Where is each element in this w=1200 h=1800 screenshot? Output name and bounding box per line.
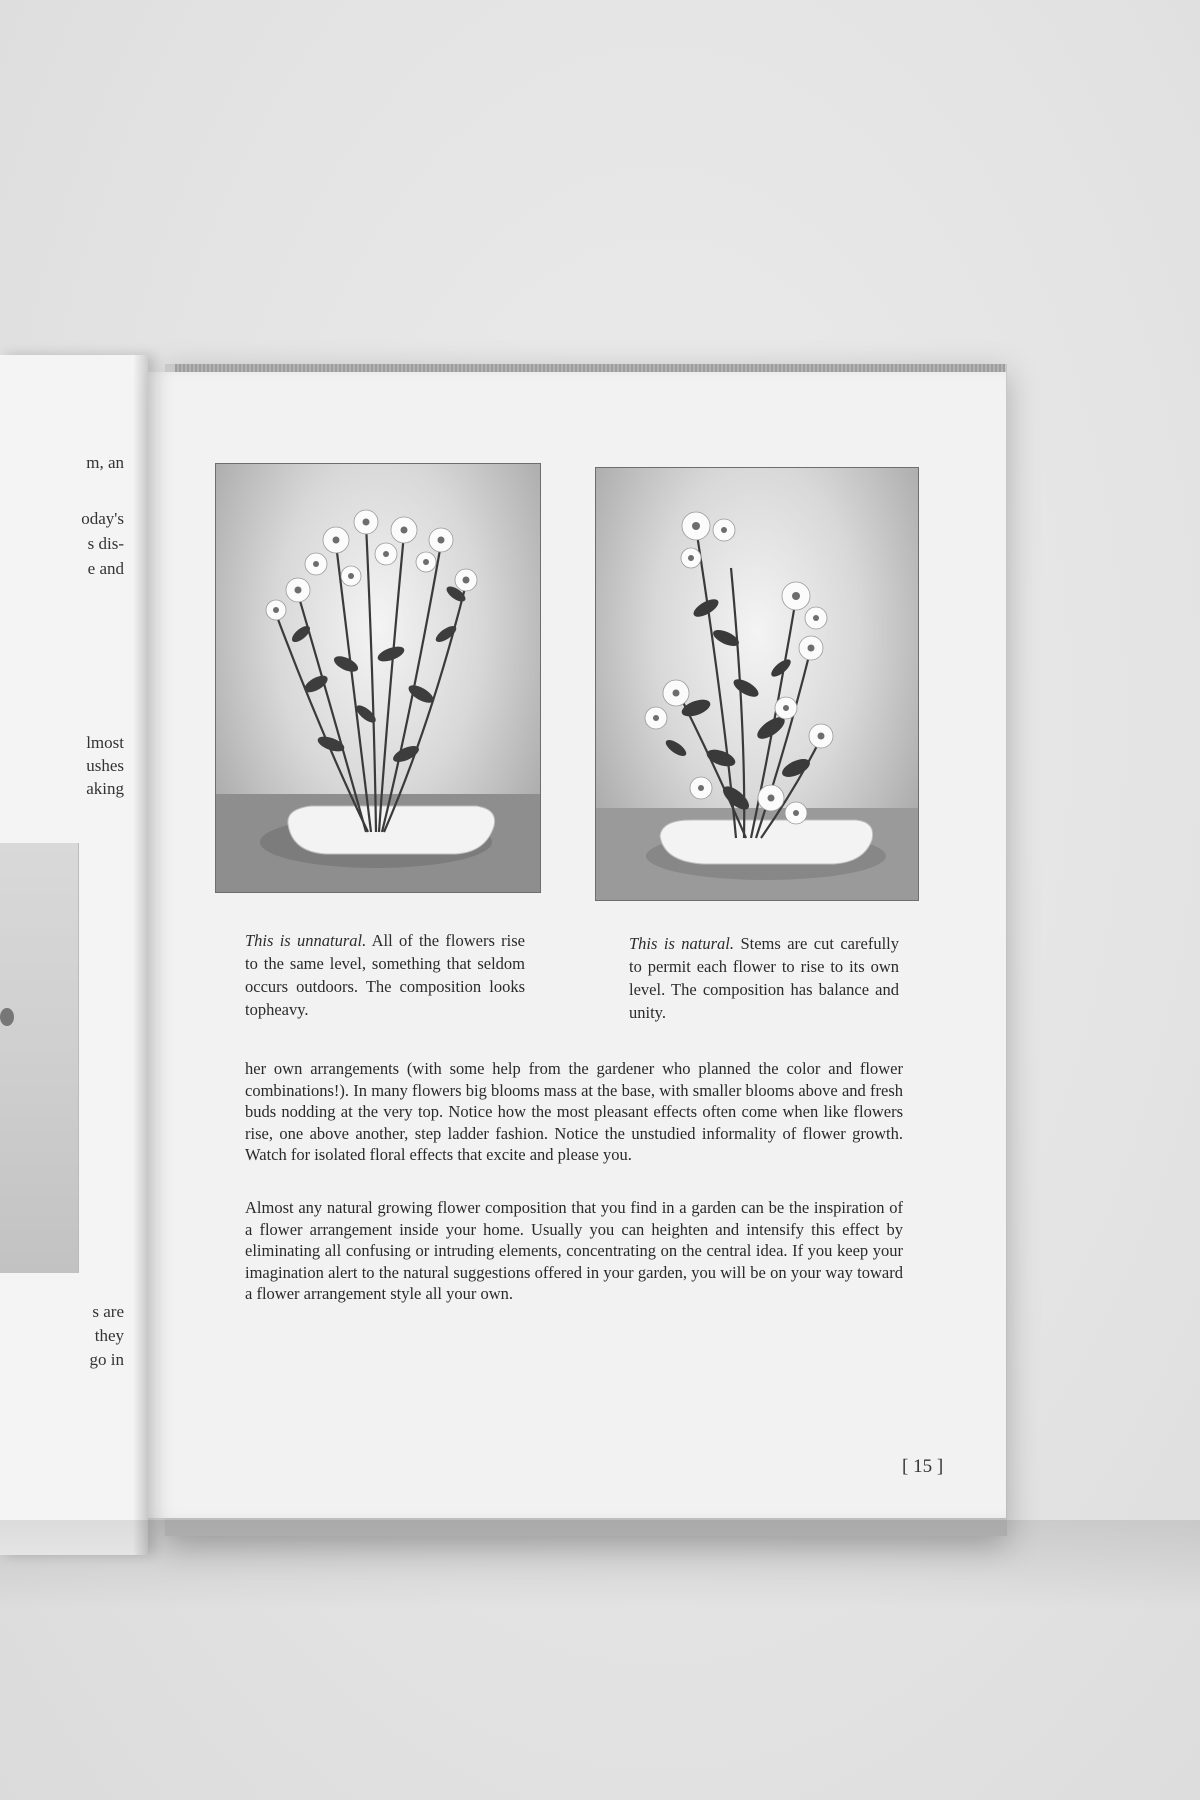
- caption-text: All of the flowers rise to the same level, something that seldom occurs outdoors. The composition looks topheavy.: [245, 931, 525, 1019]
- left-text-fragment: lmost: [86, 733, 124, 752]
- body-paragraph: her own arrangements (with some help from the gardener who planned the color and flower combinations!). In many flowers big blooms mass at the base, with smaller blooms above and fresh buds nodding at the very top. Notice how the most pleasant effects often come when like flowers rise, one above another, step ladder fashion. Notice the unstudied informality of flower growth. Watch for isolated floral effects that excite and please you.: [245, 1059, 903, 1164]
- left-text-fragment: they: [94, 1326, 124, 1345]
- left-text-fragment: aking: [86, 779, 124, 798]
- flower-fragment: [0, 1008, 14, 1026]
- left-text-fragment: ushes: [86, 756, 124, 775]
- left-text-fragment: m, an: [86, 453, 124, 472]
- book-shadow: [0, 1520, 1200, 1610]
- caption-natural: [629, 932, 899, 1024]
- caption-lead: This is unnatural.: [245, 931, 367, 950]
- left-text-fragment: s dis-: [87, 534, 124, 553]
- body-paragraph: Almost any natural growing flower composition that you find in a garden can be the inspiration of a flower arrangement inside your home. Usually you can heighten and intensify this effect by eliminating all confusing or intruding elements, concentrating on the central idea. If you keep your imagination alert to the natural suggestions offered in your garden, you will be on your way toward a flower arrangement style all your own.: [245, 1198, 903, 1303]
- left-text-fragment: oday's: [81, 509, 124, 528]
- photo-natural-arrangement: [596, 468, 918, 900]
- caption-lead: This is natural.: [629, 934, 735, 953]
- caption-unnatural: [245, 929, 525, 1021]
- right-page: [148, 372, 1006, 1518]
- caption-text: Stems are cut carefully to permit each flower to rise to its own level. The composition has balance and unity.: [629, 934, 899, 1022]
- flower-arrangement-illustration: [596, 468, 918, 900]
- left-text-fragment: s are: [92, 1302, 124, 1321]
- left-text-fragment: e and: [87, 559, 124, 578]
- left-page-gutter: [134, 355, 148, 1555]
- flower-arrangement-illustration: [216, 464, 540, 892]
- left-text-fragment: go in: [89, 1350, 124, 1369]
- left-page: [0, 355, 148, 1555]
- photo-unnatural-arrangement: [216, 464, 540, 892]
- page-number: [ 15 ]: [902, 1456, 944, 1477]
- left-page-photo: [0, 843, 79, 1273]
- cover-binding: [175, 364, 1005, 372]
